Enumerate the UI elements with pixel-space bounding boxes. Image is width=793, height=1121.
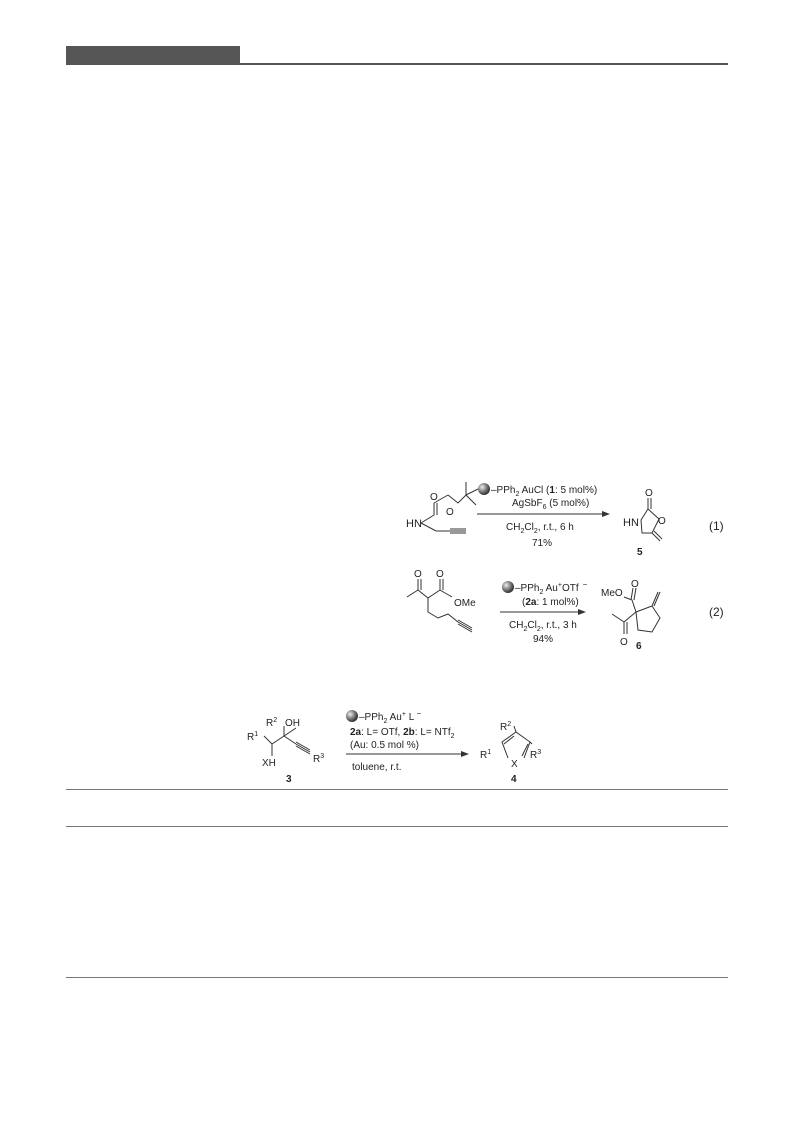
scheme3-substrate-xh: XH: [262, 758, 276, 769]
scheme2-product-o2: O: [620, 637, 628, 648]
scheme-1: [406, 482, 724, 558]
table-rule-top: [66, 789, 728, 790]
scheme1-substrate-hn: HN: [406, 518, 422, 530]
scheme1-substrate-o2: O: [446, 507, 454, 518]
scheme3-substrate-oh: OH: [285, 718, 300, 729]
scheme1-product-hn: HN: [623, 517, 639, 529]
table-rule-bottom: [66, 977, 728, 978]
scheme2-product-number: 6: [636, 641, 642, 652]
scheme3-substrate-r1: $R^1$: [247, 731, 259, 743]
scheme1-reagent: AgSbF$_6$ (5 mol%): [512, 498, 590, 511]
polymer-support-bead: [346, 710, 358, 722]
scheme1-substrate: [406, 482, 478, 533]
equation-label-1: (1): [709, 519, 724, 533]
scheme3-product-r2: $R^2$: [500, 721, 512, 733]
scheme3-product-x: X: [511, 759, 518, 770]
scheme1-product: [623, 488, 666, 558]
scheme3-substrate-number: 3: [286, 774, 292, 785]
scheme3-loading: (Au: 0.5 mol %): [350, 740, 419, 751]
scheme1-product-number: 5: [637, 547, 643, 558]
scheme2-product-meo: MeO: [601, 588, 623, 599]
scheme1-product-o2: O: [658, 516, 666, 527]
scheme-3: [247, 709, 541, 785]
scheme2-product: [601, 579, 660, 652]
scheme3-solvent: toluene, r.t.: [352, 762, 402, 773]
scheme2-catalyst-loading: (2a: 1 mol%): [522, 597, 579, 608]
scheme-2: [407, 569, 724, 652]
scheme2-catalyst: –PPh$_2$ Au+OTf −: [515, 580, 588, 596]
polymer-support-bead: [478, 483, 490, 495]
scheme2-substrate-ome: OMe: [454, 598, 476, 609]
scheme3-catalyst-variants: 2a: L= OTf, 2b: L= NTf$_2$: [350, 727, 455, 740]
table-rule-middle: [66, 826, 728, 827]
scheme3-substrate: [247, 717, 324, 785]
scheme1-conditions: $CH_2Cl_2$, r.t., 6 h: [506, 522, 574, 535]
polymer-support-bead: [502, 581, 514, 593]
scheme3-product-r3: $R^3$: [530, 749, 542, 761]
scheme3-product-number: 4: [511, 774, 517, 785]
scheme1-product-o1: O: [645, 488, 653, 499]
scheme2-conditions: $CH_2Cl_2$, r.t., 3 h: [509, 620, 577, 633]
scheme3-product-r1: $R^1$: [480, 749, 492, 761]
scheme2-substrate: [407, 569, 476, 632]
scheme3-product: [480, 721, 541, 785]
scheme1-catalyst: –PPh$_2$ AuCl (1: 5 mol%): [491, 485, 598, 498]
scheme2-product-o1: O: [631, 579, 639, 590]
scheme1-yield: 71%: [532, 538, 553, 549]
scheme2-substrate-o2: O: [436, 569, 444, 580]
equation-label-2: (2): [709, 605, 724, 619]
scheme2-substrate-o1: O: [414, 569, 422, 580]
scheme3-substrate-r3: $R^3$: [313, 753, 325, 765]
scheme2-yield: 94%: [533, 634, 554, 645]
scheme3-catalyst: –PPh$_2$ Au+ L −: [359, 709, 422, 725]
scheme3-substrate-r2: $R^2$: [266, 717, 278, 729]
scheme1-substrate-o1: O: [430, 492, 438, 503]
